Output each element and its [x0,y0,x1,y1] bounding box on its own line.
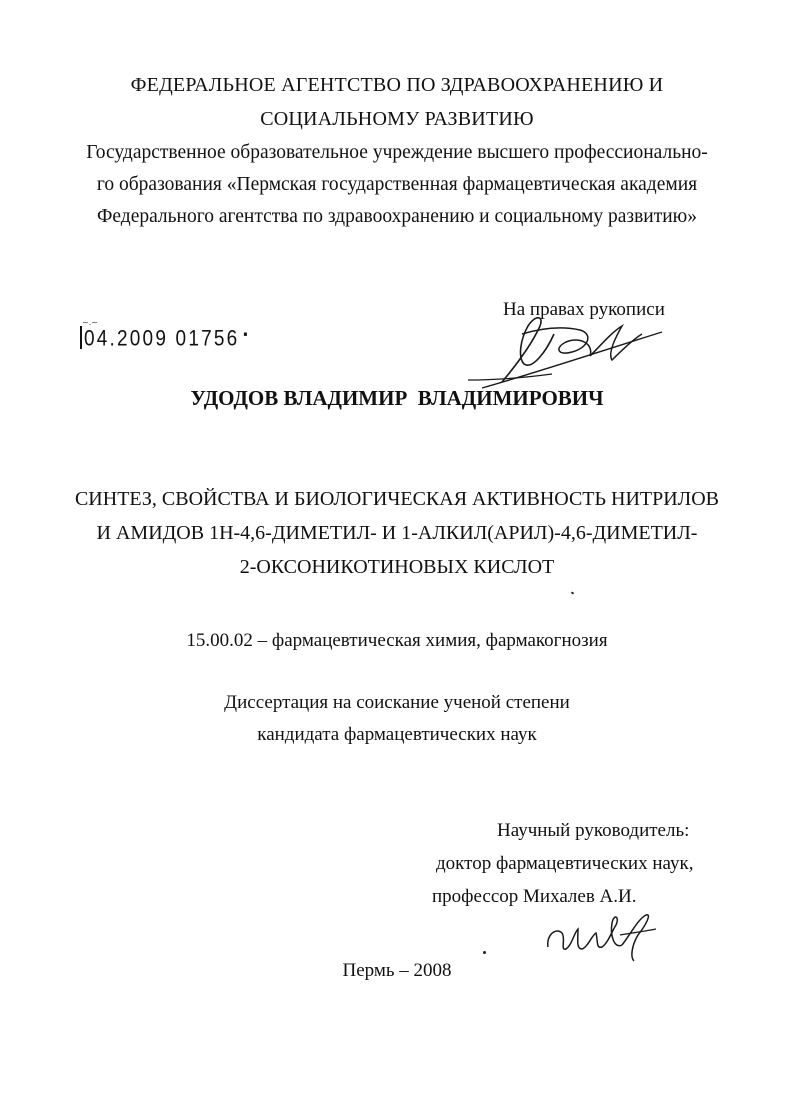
dissertation-line-1: Диссертация на соискание ученой степени [224,692,570,713]
institution-line-2: го образования «Пермская государственная фармацевтическая академия [96,174,698,195]
supervisor-signature [542,905,662,965]
city-year: Пермь – 2008 [342,960,452,981]
author-signature [462,304,672,394]
agency-line-1: ФЕДЕРАЛЬНОЕ АГЕНТСТВО ПО ЗДРАВООХРАНЕНИЮ И [130,74,664,96]
stamp-tick: ▪ [243,326,250,343]
manuscript-rights-note: На правах рукописи [503,299,665,320]
agency-line-2: СОЦИАЛЬНОМУ РАЗВИТИЮ [260,108,534,130]
stray-dot [483,951,486,954]
institution-line-1: Государственное образовательное учреждение высшего профессионально- [86,142,708,163]
supervisor-label: Научный руководитель: [497,820,690,841]
dissertation-line-2: кандидата фармацевтических наук [257,724,537,745]
supervisor-name: профессор Михалев А.И. [432,886,637,907]
specialty-line: 15.00.02 – фармацевтическая химия, фармакогнозия [186,630,608,651]
library-stamp-number [80,326,250,352]
title-line-2: И АМИДОВ 1Н-4,6-ДИМЕТИЛ- И 1-АЛКИЛ(АРИЛ)-4,6-ДИМЕТИЛ- [96,522,698,544]
author-name: УДОДОВ ВЛАДИМИР ВЛАДИМИРОВИЧ [190,386,604,410]
supervisor-degree: доктор фармацевтических наук, [436,853,694,874]
title-line-1: СИНТЕЗ, СВОЙСТВА И БИОЛОГИЧЕСКАЯ АКТИВНОСТЬ НИТРИЛОВ [74,488,720,510]
institution-line-3: Федерального агентства по здравоохранению и социальному развитию» [96,206,698,227]
stray-mark [571,591,575,594]
stamp-number-text: 04.2009 01756 [84,327,240,352]
stamp-bar [80,326,82,349]
stamp-mark: ~.~ [82,318,98,327]
title-line-3: 2-ОКСОНИКОТИНОВЫХ КИСЛОТ [239,556,555,578]
